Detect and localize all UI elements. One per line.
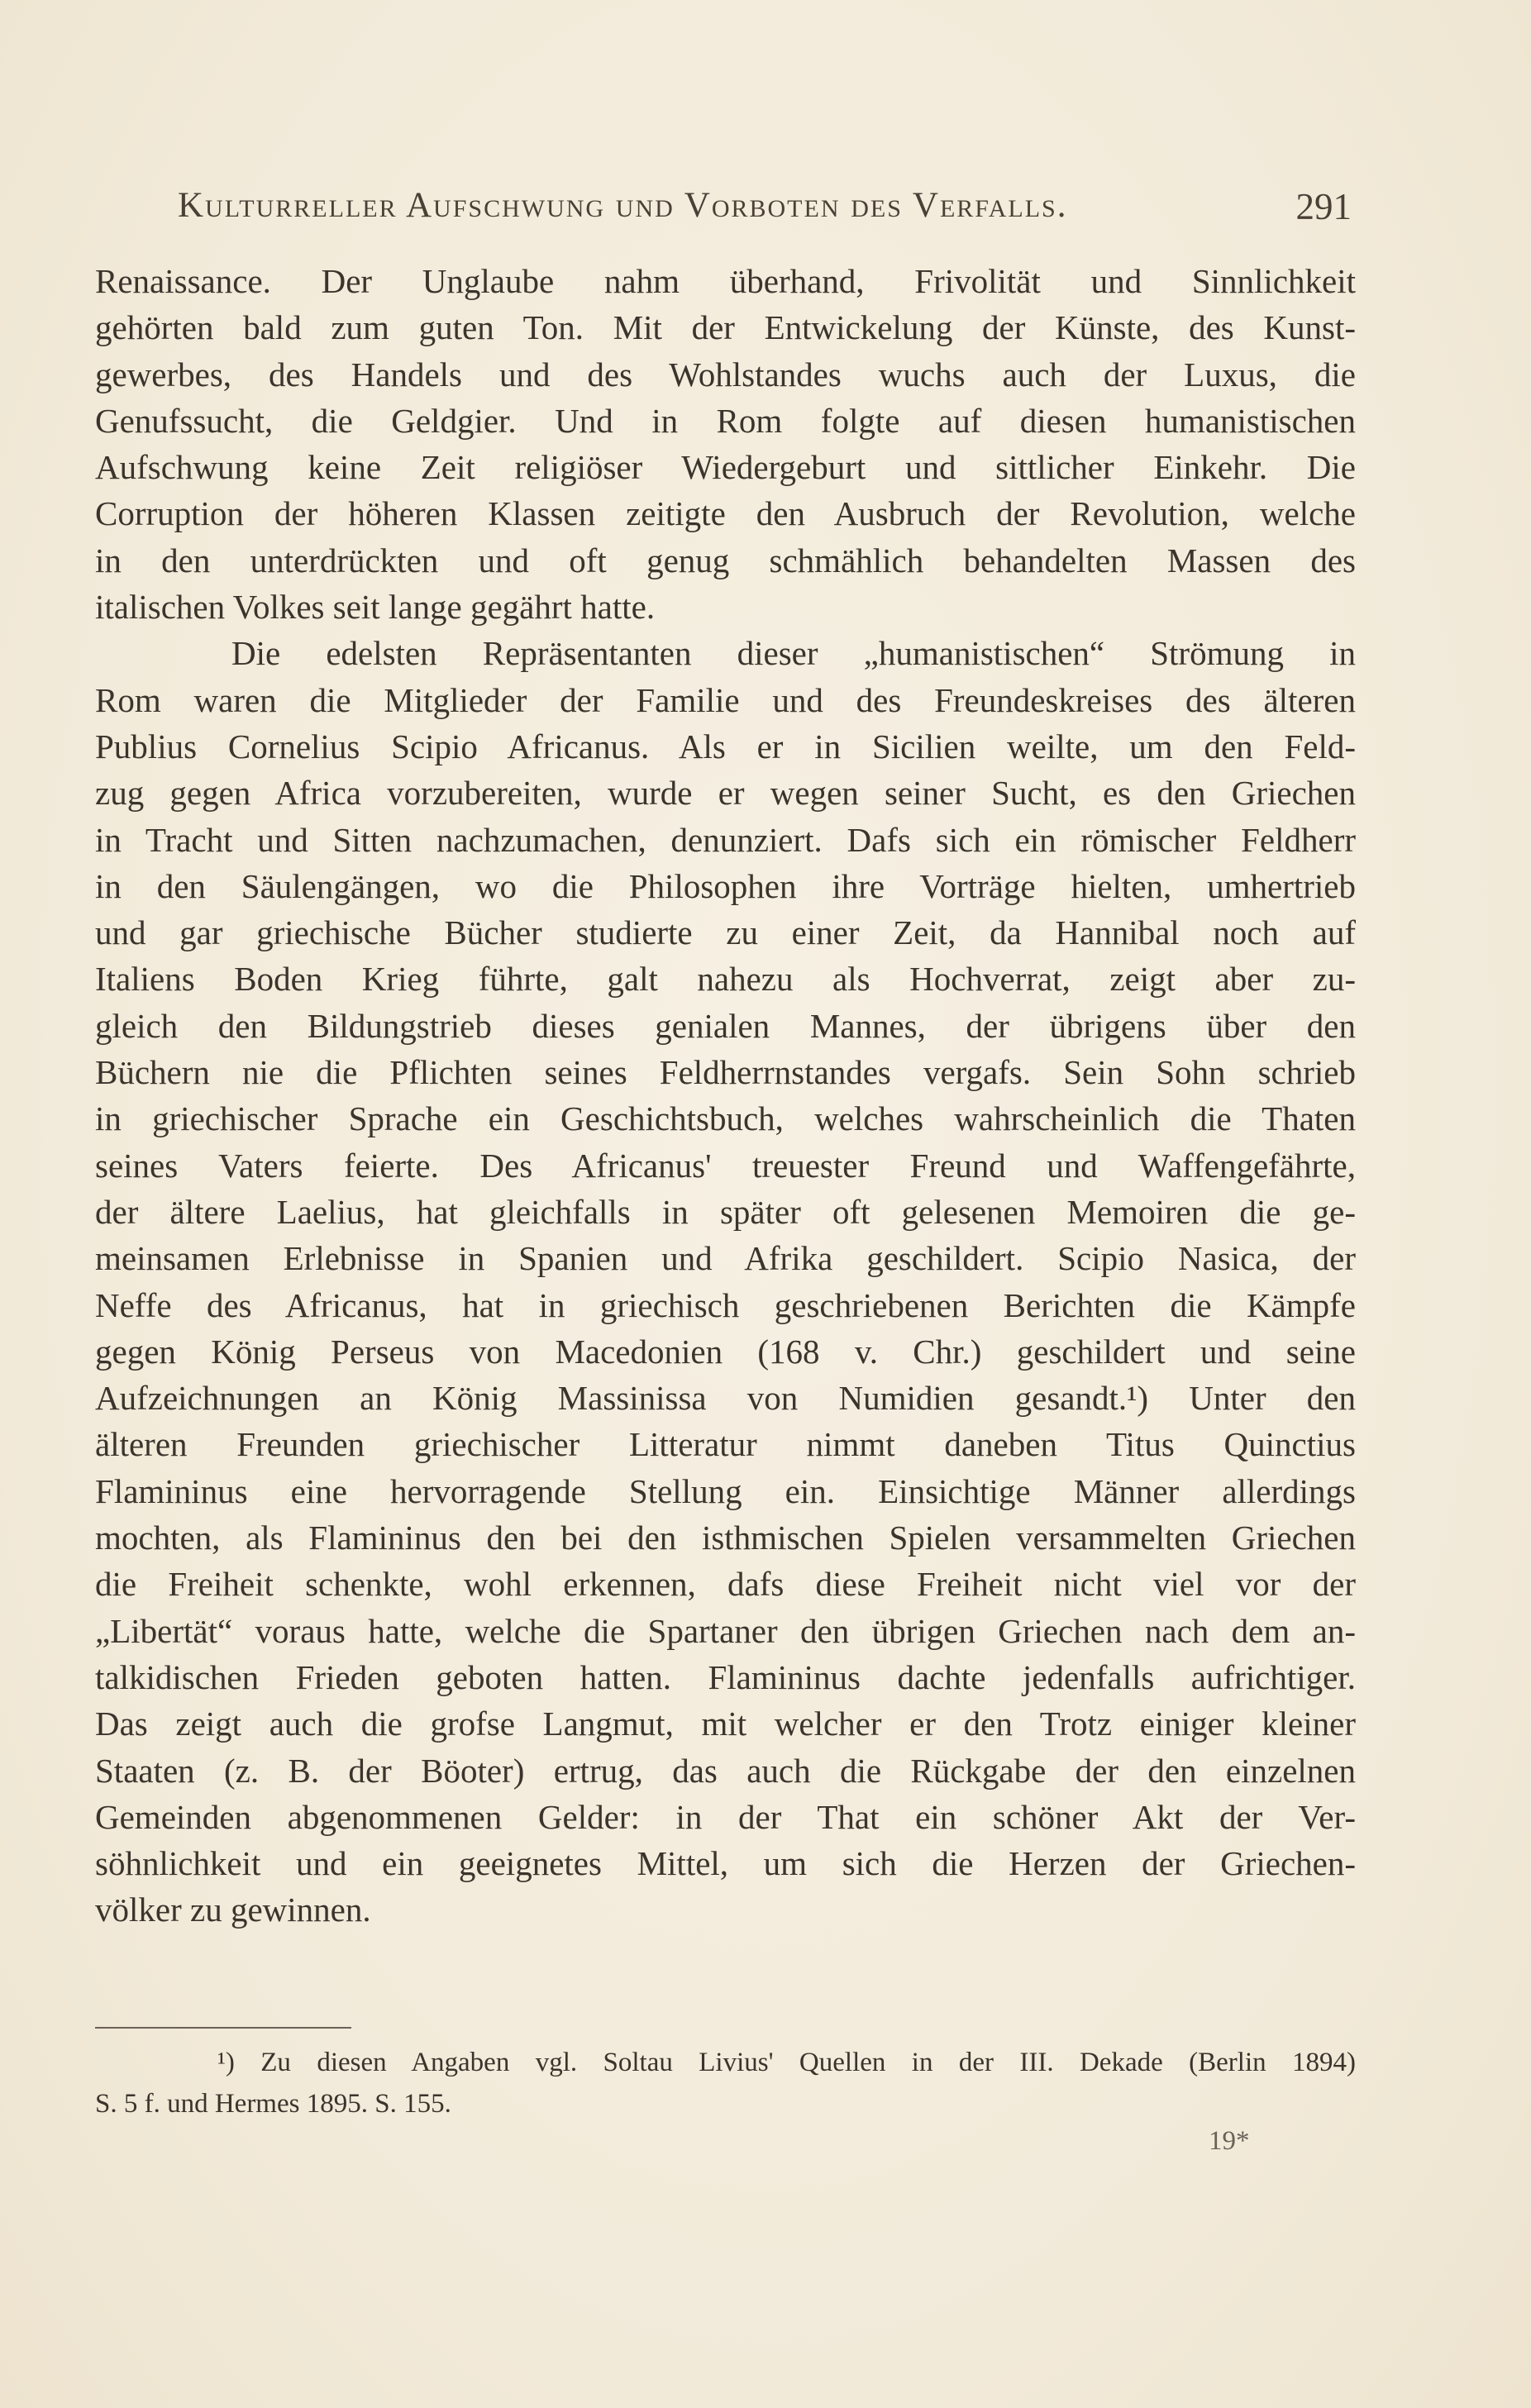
text-line: in Tracht und Sitten nachzumachen, denunziert. Dafs sich ein römischer Feldherr xyxy=(95,820,1356,859)
text-line: Rom waren die Mitglieder der Familie und des Freundeskreises des älteren xyxy=(95,680,1356,719)
text-line: söhnlichkeit und ein geeignetes Mittel, um sich die Herzen der Griechen- xyxy=(95,1844,1356,1883)
text-line: Aufschwung keine Zeit religiöser Wiedergeburt und sittlicher Einkehr. Die xyxy=(95,448,1356,487)
page-header xyxy=(178,185,1352,235)
footnote-line: ¹) Zu diesen Angaben vgl. Soltau Livius' Quellen in der III. Dekade (Berlin 1894) xyxy=(217,2048,1356,2077)
footnote-line: S. 5 f. und Hermes 1895. S. 155. xyxy=(95,2089,451,2119)
text-line: völker zu gewinnen. xyxy=(95,1891,371,1929)
page-number: 291 xyxy=(1295,186,1352,227)
text-line: und gar griechische Bücher studierte zu einer Zeit, da Hannibal noch auf xyxy=(95,913,1356,952)
body-text xyxy=(95,258,1356,1934)
footnotes xyxy=(95,2042,1356,2124)
text-line: Staaten (z. B. der Böoter) ertrug, das auch die Rückgabe der den einzelnen xyxy=(95,1751,1356,1790)
text-line: talkidischen Frieden geboten hatten. Flamininus dachte jedenfalls aufrichtiger. xyxy=(95,1657,1356,1696)
text-line: „Libertät“ voraus hatte, welche die Spartaner den übrigen Griechen nach dem an- xyxy=(95,1611,1356,1650)
text-line: zug gegen Africa vorzubereiten, wurde er wegen seiner Sucht, es den Griechen xyxy=(95,774,1356,813)
text-line: Flamininus eine hervorragende Stellung ein. Einsichtige Männer allerdings xyxy=(95,1471,1356,1510)
text-line: gleich den Bildungstrieb dieses genialen Mannes, der übrigens über den xyxy=(95,1006,1356,1045)
printer-signature-mark: 19* xyxy=(1209,2126,1250,2156)
running-head: Kulturreller Aufschwung und Vorboten des Verfalls. xyxy=(178,186,1068,225)
text-line: Renaissance. Der Unglaube nahm überhand, Frivolität und Sinnlichkeit xyxy=(95,262,1356,300)
text-line: älteren Freunden griechischer Litteratur nimmt daneben Titus Quinctius xyxy=(95,1425,1356,1464)
text-line: italischen Volkes seit lange gegährt hatte. xyxy=(95,588,656,627)
text-line: seines Vaters feierte. Des Africanus' treuester Freund und Waffengefährte, xyxy=(95,1146,1356,1185)
text-line: Büchern nie die Pflichten seines Feldherrnstandes vergafs. Sein Sohn schrieb xyxy=(95,1053,1356,1092)
text-line: Gemeinden abgenommenen Gelder: in der That ein schöner Akt der Ver- xyxy=(95,1797,1356,1836)
text-line: Die edelsten Repräsentanten dieser „humanistischen“ Strömung in xyxy=(231,634,1356,673)
text-line: Genufssucht, die Geldgier. Und in Rom folgte auf diesen humanistischen xyxy=(95,401,1356,440)
text-line: in den unterdrückten und oft genug schmählich behandelten Massen des xyxy=(95,541,1356,579)
text-line: meinsamen Erlebnisse in Spanien und Afrika geschildert. Scipio Nasica, der xyxy=(95,1239,1356,1278)
text-line: gewerbes, des Handels und des Wohlstandes wuchs auch der Luxus, die xyxy=(95,355,1356,393)
text-line: Corruption der höheren Klassen zeitigte den Ausbruch der Revolution, welche xyxy=(95,494,1356,533)
text-line: der ältere Laelius, hat gleichfalls in später oft gelesenen Memoiren die ge- xyxy=(95,1192,1356,1231)
text-line: in griechischer Sprache ein Geschichtsbuch, welches wahrscheinlich die Thaten xyxy=(95,1099,1356,1138)
text-line: Publius Cornelius Scipio Africanus. Als er in Sicilien weilte, um den Feld- xyxy=(95,727,1356,765)
text-line: mochten, als Flamininus den bei den isthmischen Spielen versammelten Griechen xyxy=(95,1519,1356,1557)
text-line: Aufzeichnungen an König Massinissa von Numidien gesandt.¹) Unter den xyxy=(95,1379,1356,1418)
text-line: Das zeigt auch die grofse Langmut, mit welcher er den Trotz einiger kleiner xyxy=(95,1705,1356,1743)
text-line: gehörten bald zum guten Ton. Mit der Entwickelung der Künste, des Kunst- xyxy=(95,308,1356,347)
text-line: Neffe des Africanus, hat in griechisch geschriebenen Berichten die Kämpfe xyxy=(95,1285,1356,1324)
text-line: in den Säulengängen, wo die Philosophen ihre Vorträge hielten, umhertrieb xyxy=(95,866,1356,905)
text-line: die Freiheit schenkte, wohl erkennen, dafs diese Freiheit nicht viel vor der xyxy=(95,1565,1356,1604)
text-line: gegen König Perseus von Macedonien (168 v. Chr.) geschildert und seine xyxy=(95,1332,1356,1371)
footnote-divider xyxy=(95,2027,351,2029)
text-line: Italiens Boden Krieg führte, galt nahezu als Hochverrat, zeigt aber zu- xyxy=(95,960,1356,999)
